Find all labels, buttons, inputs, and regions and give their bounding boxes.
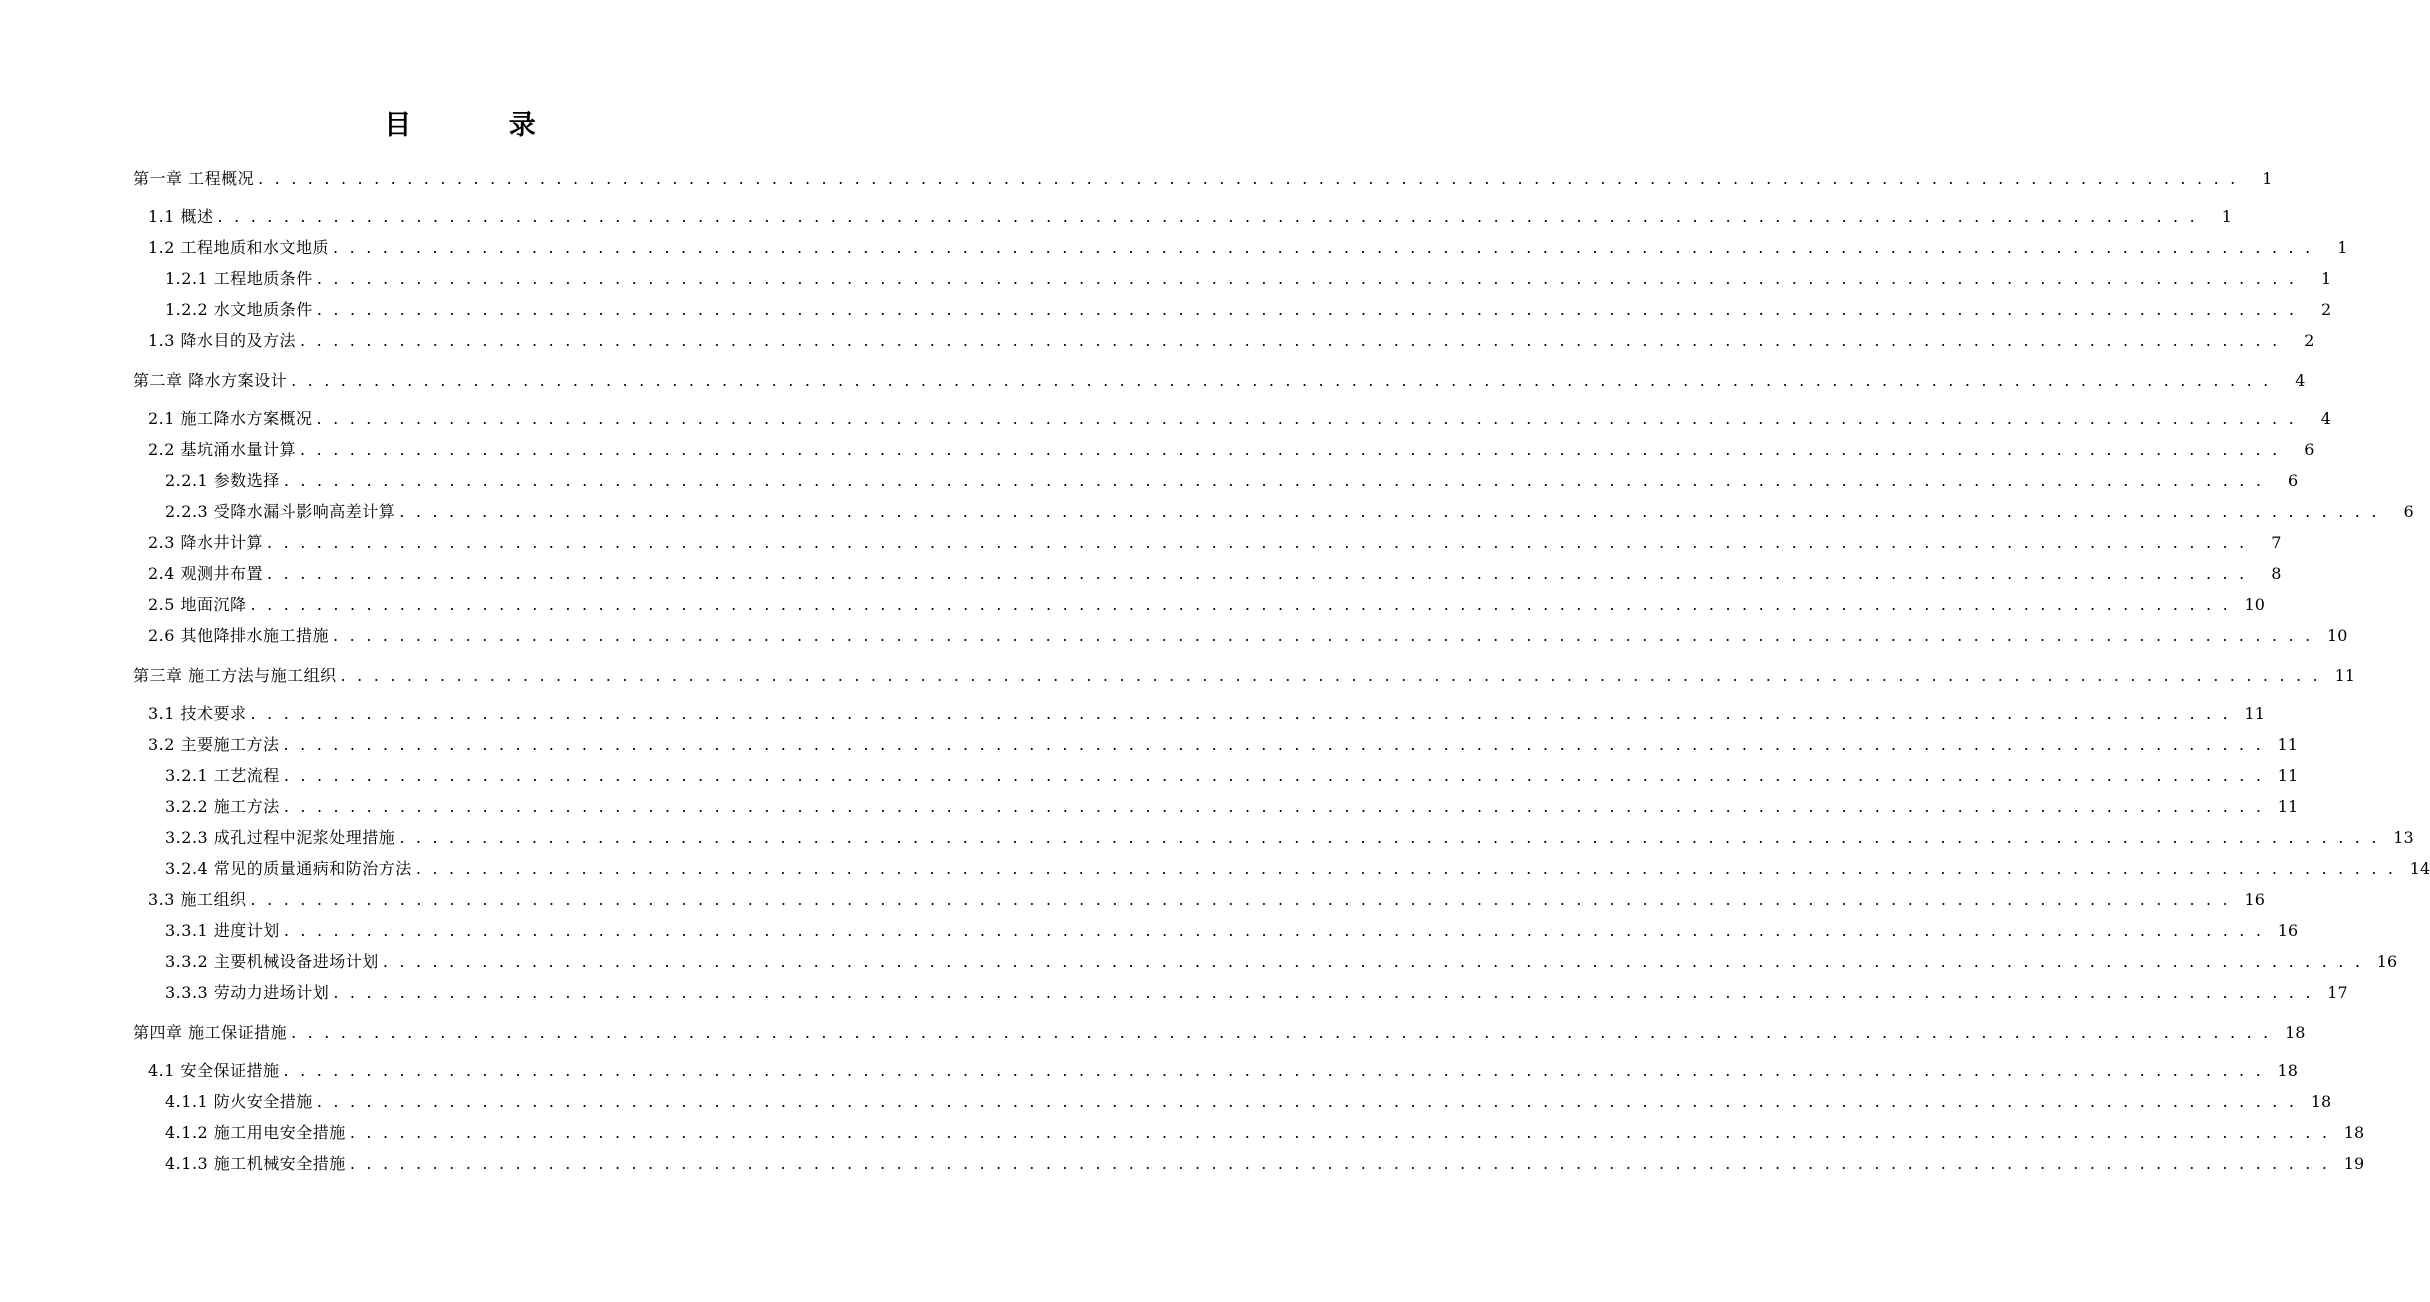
dot-leader: . . . . . . . . . . . . . . . . . . . . . . . . . . . . . . . . . . . . . . . . . . . . . . . . . . . . . . . . . . . . . . . . . . . . . . . . . . . . . . . . . . . . . . . . . . . . . . . . . . . . . . . . . . . . . . . . . . . . . . . . — [333, 238, 2314, 257]
dot-leader: . . . . . . . . . . . . . . . . . . . . . . . . . . . . . . . . . . . . . . . . . . . . . . . . . . . . . . . . . . . . . . . . . . . . . . . . . . . . . . . . . . . . . . . . . . . . . . . . . . . . . . . . . . . . . . . . . . . . . . . . — [250, 704, 2231, 723]
toc-page-number: 2 — [2320, 300, 2332, 319]
toc-page-number: 18 — [2343, 1123, 2365, 1142]
dot-leader: . . . . . . . . . . . . . . . . . . . . . . . . . . . . . . . . . . . . . . . . . . . . . . . . . . . . . . . . . . . . . . . . . . . . . . . . . . . . . . . . . . . . . . . . . . . . . . . . . . . . . . . . . . . . . . . . . . . . . . . . — [291, 371, 2272, 390]
toc-entry-title: 1.2.1 工程地质条件 — [165, 269, 313, 288]
dot-leader: . . . . . . . . . . . . . . . . . . . . . . . . . . . . . . . . . . . . . . . . . . . . . . . . . . . . . . . . . . . . . . . . . . . . . . . . . . . . . . . . . . . . . . . . . . . . . . . . . . . . . . . . . . . . . . . . . . . . . . . . — [316, 409, 2297, 428]
dot-leader: . . . . . . . . . . . . . . . . . . . . . . . . . . . . . . . . . . . . . . . . . . . . . . . . . . . . . . . . . . . . . . . . . . . . . . . . . . . . . . . . . . . . . . . . . . . . . . . . . . . . . . . . . . . . . . . . . . . . . . . . — [283, 797, 2265, 816]
toc-entry[interactable] — [0, 915, 2299, 946]
toc-entry[interactable] — [0, 527, 2282, 558]
toc-entry-title: 3.2.3 成孔过程中泥浆处理措施 — [165, 828, 396, 847]
toc-entry-title: 2.2.1 参数选择 — [165, 471, 280, 490]
toc-entry-title: 3.3.3 劳动力进场计划 — [165, 983, 330, 1002]
toc-entry-title: 3.3.2 主要机械设备进场计划 — [165, 952, 379, 971]
toc-page-number: 10 — [2244, 595, 2265, 614]
toc-chapter-entry[interactable] — [0, 365, 2306, 396]
toc-entry-title: 4.1.1 防火安全措施 — [165, 1092, 313, 1111]
dot-leader: . . . . . . . . . . . . . . . . . . . . . . . . . . . . . . . . . . . . . . . . . . . . . . . . . . . . . . . . . . . . . . . . . . . . . . . . . . . . . . . . . . . . . . . . . . . . . . . . . . . . . . . . . . . . . . . . . . . . . . . . — [283, 766, 2265, 785]
toc-entry-title: 2.1 施工降水方案概况 — [148, 409, 313, 428]
dot-leader: . . . . . . . . . . . . . . . . . . . . . . . . . . . . . . . . . . . . . . . . . . . . . . . . . . . . . . . . . . . . . . . . . . . . . . . . . . . . . . . . . . . . . . . . . . . . . . . . . . . . . . . . . . . . . . . . . . . . . . . . — [399, 502, 2380, 521]
toc-entry-title: 4.1.3 施工机械安全措施 — [165, 1154, 346, 1173]
dot-leader: . . . . . . . . . . . . . . . . . . . . . . . . . . . . . . . . . . . . . . . . . . . . . . . . . . . . . . . . . . . . . . . . . . . . . . . . . . . . . . . . . . . . . . . . . . . . . . . . . . . . . . . . . . . . . . . . . . . . . . . . — [250, 890, 2231, 909]
dot-leader: . . . . . . . . . . . . . . . . . . . . . . . . . . . . . . . . . . . . . . . . . . . . . . . . . . . . . . . . . . . . . . . . . . . . . . . . . . . . . . . . . . . . . . . . . . . . . . . . . . . . . . . . . . . . . . . . . . . . . . . . — [316, 1092, 2298, 1111]
dot-leader: . . . . . . . . . . . . . . . . . . . . . . . . . . . . . . . . . . . . . . . . . . . . . . . . . . . . . . . . . . . . . . . . . . . . . . . . . . . . . . . . . . . . . . . . . . . . . . . . . . . . . . . . . . . . . . . . . . . . . . . . — [283, 921, 2265, 940]
toc-entry-title: 1.2.2 水文地质条件 — [165, 300, 313, 319]
toc-entry[interactable] — [0, 403, 2331, 434]
dot-leader: . . . . . . . . . . . . . . . . . . . . . . . . . . . . . . . . . . . . . . . . . . . . . . . . . . . . . . . . . . . . . . . . . . . . . . . . . . . . . . . . . . . . . . . . . . . . . . . . . . . . . . . . . . . . . . . . . . . . . . . . — [217, 207, 2198, 226]
toc-page-number: 6 — [2403, 502, 2414, 521]
toc-entry[interactable] — [0, 698, 2265, 729]
toc-page-number: 16 — [2277, 921, 2299, 940]
toc-entry-title: 3.2.1 工艺流程 — [165, 766, 280, 785]
toc-entry[interactable] — [0, 822, 2414, 853]
dot-leader: . . . . . . . . . . . . . . . . . . . . . . . . . . . . . . . . . . . . . . . . . . . . . . . . . . . . . . . . . . . . . . . . . . . . . . . . . . . . . . . . . . . . . . . . . . . . . . . . . . . . . . . . . . . . . . . . . . . . . . . . — [316, 269, 2298, 288]
dot-leader: . . . . . . . . . . . . . . . . . . . . . . . . . . . . . . . . . . . . . . . . . . . . . . . . . . . . . . . . . . . . . . . . . . . . . . . . . . . . . . . . . . . . . . . . . . . . . . . . . . . . . . . . . . . . . . . . . . . . . . . . — [250, 595, 2231, 614]
toc-page-number: 17 — [2327, 983, 2348, 1002]
toc-page-number: 11 — [2277, 797, 2299, 816]
toc-entry-title: 2.5 地面沉降 — [148, 595, 247, 614]
toc-page-number: 7 — [2271, 533, 2282, 552]
toc-entry[interactable] — [0, 977, 2348, 1008]
toc-chapter-entry[interactable] — [0, 1017, 2306, 1048]
page-title: 目 录 — [384, 110, 580, 141]
toc-entry-title: 3.2 主要施工方法 — [148, 735, 280, 754]
toc-entry-title: 1.1 概述 — [148, 207, 214, 226]
toc-entry-title: 第二章 降水方案设计 — [133, 371, 288, 390]
toc-entry[interactable] — [0, 294, 2332, 325]
toc-page-number: 6 — [2304, 440, 2315, 459]
toc-page-number: 19 — [2343, 1154, 2365, 1173]
dot-leader: . . . . . . . . . . . . . . . . . . . . . . . . . . . . . . . . . . . . . . . . . . . . . . . . . . . . . . . . . . . . . . . . . . . . . . . . . . . . . . . . . . . . . . . . . . . . . . . . . . . . . . . . . . . . . . . . . . . . . . . . — [316, 300, 2298, 319]
toc-page-number: 1 — [2320, 269, 2332, 288]
toc-page-number: 18 — [2277, 1061, 2298, 1080]
dot-leader: . . . . . . . . . . . . . . . . . . . . . . . . . . . . . . . . . . . . . . . . . . . . . . . . . . . . . . . . . . . . . . . . . . . . . . . . . . . . . . . . . . . . . . . . . . . . . . . . . . . . . . . . . . . . . . . . . . . . . . . . — [349, 1123, 2331, 1142]
toc-page-number: 8 — [2271, 564, 2282, 583]
dot-leader: . . . . . . . . . . . . . . . . . . . . . . . . . . . . . . . . . . . . . . . . . . . . . . . . . . . . . . . . . . . . . . . . . . . . . . . . . . . . . . . . . . . . . . . . . . . . . . . . . . . . . . . . . . . . . . . . . . . . . . . . — [340, 666, 2321, 685]
toc-entry-title: 3.3.1 进度计划 — [165, 921, 280, 940]
toc-entry[interactable] — [0, 1086, 2332, 1117]
toc-entry-title: 2.6 其他降排水施工措施 — [148, 626, 330, 645]
toc-entry[interactable] — [0, 791, 2299, 822]
toc-chapter-entry[interactable] — [0, 660, 2355, 691]
dot-leader: . . . . . . . . . . . . . . . . . . . . . . . . . . . . . . . . . . . . . . . . . . . . . . . . . . . . . . . . . . . . . . . . . . . . . . . . . . . . . . . . . . . . . . . . . . . . . . . . . . . . . . . . . . . . . . . . . . . . . . . . — [349, 1154, 2331, 1173]
toc-entry-title: 3.2.4 常见的质量通病和防治方法 — [165, 859, 412, 878]
toc-page-number: 18 — [2310, 1092, 2332, 1111]
dot-leader: . . . . . . . . . . . . . . . . . . . . . . . . . . . . . . . . . . . . . . . . . . . . . . . . . . . . . . . . . . . . . . . . . . . . . . . . . . . . . . . . . . . . . . . . . . . . . . . . . . . . . . . . . . . . . . . . . . . . . . . . — [283, 1061, 2264, 1080]
dot-leader: . . . . . . . . . . . . . . . . . . . . . . . . . . . . . . . . . . . . . . . . . . . . . . . . . . . . . . . . . . . . . . . . . . . . . . . . . . . . . . . . . . . . . . . . . . . . . . . . . . . . . . . . . . . . . . . . . . . . . . . . — [267, 533, 2248, 552]
toc-entry[interactable] — [0, 589, 2265, 620]
dot-leader: . . . . . . . . . . . . . . . . . . . . . . . . . . . . . . . . . . . . . . . . . . . . . . . . . . . . . . . . . . . . . . . . . . . . . . . . . . . . . . . . . . . . . . . . . . . . . . . . . . . . . . . . . . . . . . . . . . . . . . . . — [333, 626, 2314, 645]
toc-chapter-entry[interactable] — [0, 163, 2273, 194]
toc-page-number: 1 — [2221, 207, 2232, 226]
toc-page-number: 1 — [2262, 169, 2273, 188]
dot-leader: . . . . . . . . . . . . . . . . . . . . . . . . . . . . . . . . . . . . . . . . . . . . . . . . . . . . . . . . . . . . . . . . . . . . . . . . . . . . . . . . . . . . . . . . . . . . . . . . . . . . . . . . . . . . . . . . . . . . . . . . — [399, 828, 2380, 847]
toc-entry[interactable] — [0, 325, 2315, 356]
toc-page-number: 11 — [2334, 666, 2355, 685]
toc-entry-title: 4.1.2 施工用电安全措施 — [165, 1123, 346, 1142]
toc-page-number: 16 — [2376, 952, 2398, 971]
toc-page-number: 4 — [2295, 371, 2306, 390]
toc-page-number: 11 — [2277, 766, 2299, 785]
dot-leader: . . . . . . . . . . . . . . . . . . . . . . . . . . . . . . . . . . . . . . . . . . . . . . . . . . . . . . . . . . . . . . . . . . . . . . . . . . . . . . . . . . . . . . . . . . . . . . . . . . . . . . . . . . . . . . . . . . . . . . . . — [283, 735, 2264, 754]
dot-leader: . . . . . . . . . . . . . . . . . . . . . . . . . . . . . . . . . . . . . . . . . . . . . . . . . . . . . . . . . . . . . . . . . . . . . . . . . . . . . . . . . . . . . . . . . . . . . . . . . . . . . . . . . . . . . . . . . . . . . . . . — [267, 564, 2248, 583]
toc-entry-title: 第一章 工程概况 — [133, 169, 255, 188]
toc-entry[interactable] — [0, 201, 2232, 232]
dot-leader: . . . . . . . . . . . . . . . . . . . . . . . . . . . . . . . . . . . . . . . . . . . . . . . . . . . . . . . . . . . . . . . . . . . . . . . . . . . . . . . . . . . . . . . . . . . . . . . . . . . . . . . . . . . . . . . . . . . . . . . . — [382, 952, 2364, 971]
dot-leader: . . . . . . . . . . . . . . . . . . . . . . . . . . . . . . . . . . . . . . . . . . . . . . . . . . . . . . . . . . . . . . . . . . . . . . . . . . . . . . . . . . . . . . . . . . . . . . . . . . . . . . . . . . . . . . . . . . . . . . . . — [291, 1023, 2272, 1042]
toc-entry-title: 1.3 降水目的及方法 — [148, 331, 297, 350]
toc-entry[interactable] — [0, 558, 2282, 589]
dot-leader: . . . . . . . . . . . . . . . . . . . . . . . . . . . . . . . . . . . . . . . . . . . . . . . . . . . . . . . . . . . . . . . . . . . . . . . . . . . . . . . . . . . . . . . . . . . . . . . . . . . . . . . . . . . . . . . . . . . . . . . . — [258, 169, 2239, 188]
toc-entry[interactable] — [0, 760, 2299, 791]
dot-leader: . . . . . . . . . . . . . . . . . . . . . . . . . . . . . . . . . . . . . . . . . . . . . . . . . . . . . . . . . . . . . . . . . . . . . . . . . . . . . . . . . . . . . . . . . . . . . . . . . . . . . . . . . . . . . . . . . . . . . . . . — [333, 983, 2314, 1002]
toc-entry[interactable] — [0, 434, 2315, 465]
toc-page-number: 6 — [2287, 471, 2299, 490]
toc-page-number: 14 — [2409, 859, 2430, 878]
toc-entry[interactable] — [0, 946, 2398, 977]
toc-entry[interactable] — [0, 1148, 2365, 1179]
toc-entry[interactable] — [0, 729, 2298, 760]
toc-page-number: 13 — [2393, 828, 2414, 847]
toc-entry-title: 3.1 技术要求 — [148, 704, 247, 723]
toc-entry[interactable] — [0, 496, 2414, 527]
toc-entry[interactable] — [0, 853, 2430, 884]
toc-page-number: 10 — [2327, 626, 2348, 645]
toc-entry-title: 3.2.2 施工方法 — [165, 797, 280, 816]
toc-page-number: 11 — [2277, 735, 2298, 754]
toc-page-number: 11 — [2244, 704, 2265, 723]
toc-entry[interactable] — [0, 465, 2299, 496]
toc-entry[interactable] — [0, 1055, 2298, 1086]
dot-leader: . . . . . . . . . . . . . . . . . . . . . . . . . . . . . . . . . . . . . . . . . . . . . . . . . . . . . . . . . . . . . . . . . . . . . . . . . . . . . . . . . . . . . . . . . . . . . . . . . . . . . . . . . . . . . . . . . . . . . . . . — [300, 331, 2281, 350]
toc-entry-title: 2.4 观测井布置 — [148, 564, 264, 583]
toc-entry[interactable] — [0, 232, 2348, 263]
toc-entry[interactable] — [0, 884, 2265, 915]
toc-entry-title: 2.3 降水井计算 — [148, 533, 264, 552]
toc-entry[interactable] — [0, 1117, 2365, 1148]
dot-leader: . . . . . . . . . . . . . . . . . . . . . . . . . . . . . . . . . . . . . . . . . . . . . . . . . . . . . . . . . . . . . . . . . . . . . . . . . . . . . . . . . . . . . . . . . . . . . . . . . . . . . . . . . . . . . . . . . . . . . . . . — [283, 471, 2265, 490]
toc-entry-title: 第四章 施工保证措施 — [133, 1023, 288, 1042]
toc-entry-title: 2.2 基坑涌水量计算 — [148, 440, 297, 459]
toc-page-number: 16 — [2244, 890, 2265, 909]
toc-entry[interactable] — [0, 620, 2348, 651]
toc-page-number: 18 — [2285, 1023, 2306, 1042]
toc-entry[interactable] — [0, 263, 2332, 294]
toc-entry-title: 第三章 施工方法与施工组织 — [133, 666, 337, 685]
toc-entry-title: 3.3 施工组织 — [148, 890, 247, 909]
toc-page-number: 1 — [2337, 238, 2348, 257]
toc-page-number: 4 — [2320, 409, 2331, 428]
toc-entry-title: 4.1 安全保证措施 — [148, 1061, 280, 1080]
dot-leader: . . . . . . . . . . . . . . . . . . . . . . . . . . . . . . . . . . . . . . . . . . . . . . . . . . . . . . . . . . . . . . . . . . . . . . . . . . . . . . . . . . . . . . . . . . . . . . . . . . . . . . . . . . . . . . . . . . . . . . . . — [300, 440, 2281, 459]
toc-page-number: 2 — [2304, 331, 2315, 350]
table-of-contents — [0, 163, 2430, 1179]
toc-entry-title: 1.2 工程地质和水文地质 — [148, 238, 330, 257]
toc-entry-title: 2.2.3 受降水漏斗影响高差计算 — [165, 502, 396, 521]
dot-leader: . . . . . . . . . . . . . . . . . . . . . . . . . . . . . . . . . . . . . . . . . . . . . . . . . . . . . . . . . . . . . . . . . . . . . . . . . . . . . . . . . . . . . . . . . . . . . . . . . . . . . . . . . . . . . . . . . . . . . . . . — [415, 859, 2397, 878]
